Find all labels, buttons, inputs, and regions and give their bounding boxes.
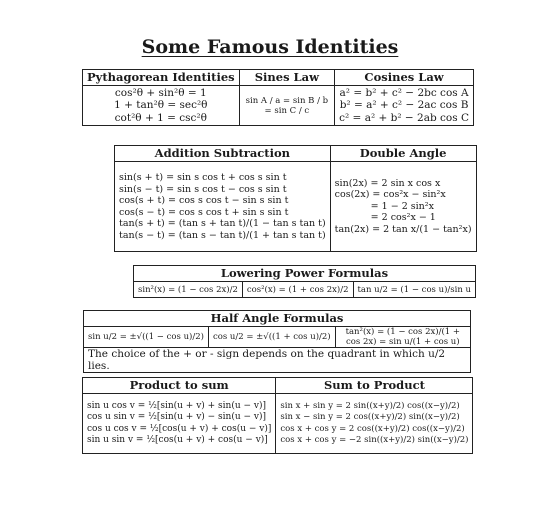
addition-header: Addition Subtraction <box>115 146 331 162</box>
addition-formula-5: tan(s + t) = (tan s + tan t)/(1 − tan s tan t) <box>119 218 326 229</box>
sum-to-product-cell <box>276 394 473 454</box>
half-sin-cell: sin u/2 = ±√((1 − cos u)/2) <box>84 327 209 348</box>
cosines-law-header: Cosines Law <box>335 70 474 86</box>
pythagorean-header: Pythagorean Identities <box>83 70 240 86</box>
addition-formula-4: cos(s − t) = cos s cos t + sin s sin t <box>119 206 289 218</box>
pythagorean-table <box>82 69 474 126</box>
half-angle-table <box>83 310 471 373</box>
double-angle-4: = 2 cos²x − 1 <box>370 212 436 224</box>
double-angle-3: = 1 − 2 sin²x <box>370 200 434 212</box>
half-tan-cell: tan²(x) = (1 − cos 2x)/(1 + cos 2x) = sin u/(1 + cos u) <box>335 327 470 348</box>
double-angle-1: sin(2x) = 2 sin x cos x <box>334 177 441 189</box>
product-formula-3: cos u cos v = ½[cos(u + v) + cos(u − v)] <box>87 423 272 434</box>
addition-table <box>114 145 477 252</box>
lowering-power-table <box>133 265 476 298</box>
addition-formula-1: sin(s + t) = sin s cos t + cos s sin t <box>119 172 287 183</box>
half-cos-cell: cos u/2 = ±√((1 + cos u)/2) <box>208 327 335 348</box>
product-formula-1: sin u cos v = ½[sin(u + v) + sin(u − v)] <box>87 400 267 411</box>
product-to-sum-cell <box>83 394 276 454</box>
sum-formula-3: cos x + cos y = 2 cos((x+y)/2) cos((x−y)/2) <box>280 423 465 434</box>
lowering-sin-cell: sin²(x) = (1 − cos 2x)/2 <box>134 282 243 298</box>
cosines-law-3: c² = a² + b² − 2ab cos C <box>339 111 469 124</box>
half-angle-header: Half Angle Formulas <box>84 311 471 327</box>
lowering-tan-cell: tan u/2 = (1 − cos u)/sin u <box>353 282 476 298</box>
sum-formula-1: sin x + sin y = 2 sin((x+y)/2) cos((x−y)/2) <box>280 400 460 411</box>
cosines-law-cell <box>335 86 474 126</box>
sum-formula-2: sin x − sin y = 2 cos((x+y)/2) sin((x−y)/2) <box>280 412 460 422</box>
cosines-law-2: b² = a² + c² − 2ac cos B <box>339 99 469 112</box>
double-angle-header: Double Angle <box>330 146 476 162</box>
pythagorean-identity-3: cot²θ + 1 = csc²θ <box>114 111 207 124</box>
sines-law-cell: sin A / a = sin B / b = sin C / c <box>239 86 335 126</box>
double-angle-5: tan(2x) = 2 tan x/(1 − tan²x) <box>334 223 472 235</box>
page-title: Some Famous Identities <box>141 36 399 58</box>
product-formula-2: cos u sin v = ½[sin(u + v) − sin(u − v)] <box>87 412 267 422</box>
addition-formula-6: tan(s − t) = (tan s − tan t)/(1 + tan s tan t) <box>119 229 326 241</box>
addition-formula-2: sin(s − t) = sin s cos t − cos s sin t <box>119 183 287 195</box>
sum-formula-4: cos x + cos y = −2 sin((x+y)/2) sin((x−y)/2) <box>280 435 469 445</box>
double-angle-cell <box>330 162 476 252</box>
addition-formula-3: cos(s + t) = cos s cos t − sin s sin t <box>119 195 289 206</box>
sines-law-header: Sines Law <box>239 70 335 86</box>
lowering-power-header: Lowering Power Formulas <box>134 266 476 282</box>
addition-cell <box>115 162 331 252</box>
product-formula-4: sin u sin v = ½[cos(u + v) + cos(u − v)] <box>87 435 268 445</box>
lowering-cos-cell: cos²(x) = (1 + cos 2x)/2 <box>242 282 353 298</box>
pythagorean-cell <box>83 86 240 126</box>
pythagorean-identity-2: 1 + tan²θ = sec²θ <box>114 99 208 112</box>
pythagorean-identity-1: cos²θ + sin²θ = 1 <box>114 86 207 99</box>
cosines-law-1: a² = b² + c² − 2bc cos A <box>339 86 469 99</box>
product-to-sum-header: Product to sum <box>83 378 276 394</box>
double-angle-2: cos(2x) = cos²x − sin²x <box>334 189 446 201</box>
half-angle-note: The choice of the + or - sign depends on the quadrant in which u/2 lies. <box>84 348 471 373</box>
product-sum-table <box>82 377 473 454</box>
sum-to-product-header: Sum to Product <box>276 378 473 394</box>
